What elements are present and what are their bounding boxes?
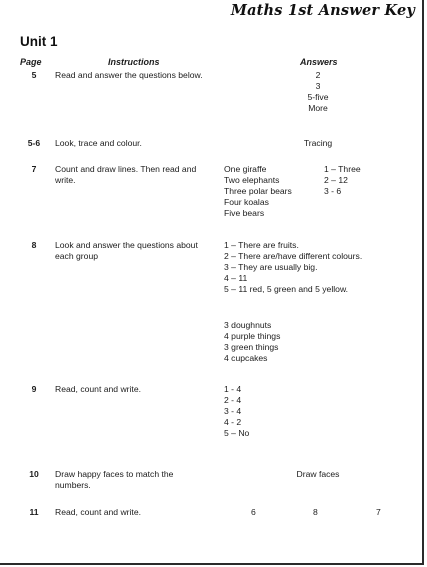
page-number: 8 — [31, 240, 37, 250]
answer-line: Two elephants — [224, 175, 280, 185]
answer-text: Draw faces — [296, 469, 340, 479]
answer-line: 1 – There are fruits. — [224, 240, 299, 250]
instruction-text: Look, trace and colour. — [55, 138, 142, 148]
page-number: 5-6 — [27, 138, 41, 148]
answer-line: Five bears — [224, 208, 265, 218]
answer-line: 1 – Three — [324, 164, 361, 174]
answer-line: Four koalas — [224, 197, 269, 207]
answer-line: 3 — [315, 81, 321, 91]
answer-value: 7 — [376, 507, 381, 517]
page-number: 7 — [31, 164, 37, 174]
answer-line: 5 – 11 red, 5 green and 5 yellow. — [224, 284, 349, 294]
column-header-page: Page — [20, 57, 42, 67]
instruction-text: Draw happy faces to match the numbers. — [55, 469, 174, 490]
page-number: 10 — [29, 469, 39, 479]
answer-line: Three polar bears — [224, 186, 292, 196]
answer-line: 2 – 12 — [324, 175, 348, 185]
instruction-text: Read and answer the questions below. — [55, 70, 203, 80]
answer-value: 8 — [313, 507, 318, 517]
answer-line: 4 - 2 — [224, 417, 242, 427]
answer-line: 1 - 4 — [224, 384, 242, 394]
column-header-instructions: Instructions — [108, 57, 160, 67]
answer-line: 3 green things — [224, 342, 279, 352]
answer-line: 2 – There are/have different colours. — [224, 251, 363, 261]
answer-list — [224, 384, 419, 439]
answer-line: 3 doughnuts — [224, 320, 272, 330]
page-number: 9 — [31, 384, 37, 394]
answer-text: Tracing — [303, 138, 333, 148]
answer-line: 4 purple things — [224, 331, 281, 341]
page-number: 11 — [29, 507, 39, 517]
answer-line: 5 – No — [224, 428, 250, 438]
answer-line: 2 - 4 — [224, 395, 242, 405]
instruction-text: Read, count and write. — [55, 507, 141, 517]
page-number: 5 — [31, 70, 37, 80]
instruction-text: Look and answer the questions about each group — [55, 240, 198, 261]
unit-heading: Unit 1 — [20, 34, 58, 49]
instruction-text: Read, count and write. — [55, 384, 141, 394]
answer-list — [224, 164, 419, 219]
instruction-text: Count and draw lines. Then read and write. — [55, 164, 197, 185]
answer-line: 2 — [315, 70, 321, 80]
answer-line: 4 cupcakes — [224, 353, 268, 363]
answer-list-extra — [224, 320, 419, 364]
answer-list — [224, 240, 419, 295]
answer-line: 4 – 11 — [224, 273, 248, 283]
answer-line: 3 – They are usually big. — [224, 262, 318, 272]
answer-line: One giraffe — [224, 164, 267, 174]
answer-list — [224, 70, 412, 114]
answer-line: 3 - 6 — [324, 186, 342, 196]
answer-line: 5-five — [307, 92, 329, 102]
answer-line: More — [308, 103, 328, 113]
answer-line: 3 - 4 — [224, 406, 242, 416]
document-title: Maths 1st Answer Key — [230, 2, 415, 19]
column-header-answers: Answers — [300, 57, 338, 67]
answer-value: 6 — [251, 507, 256, 517]
